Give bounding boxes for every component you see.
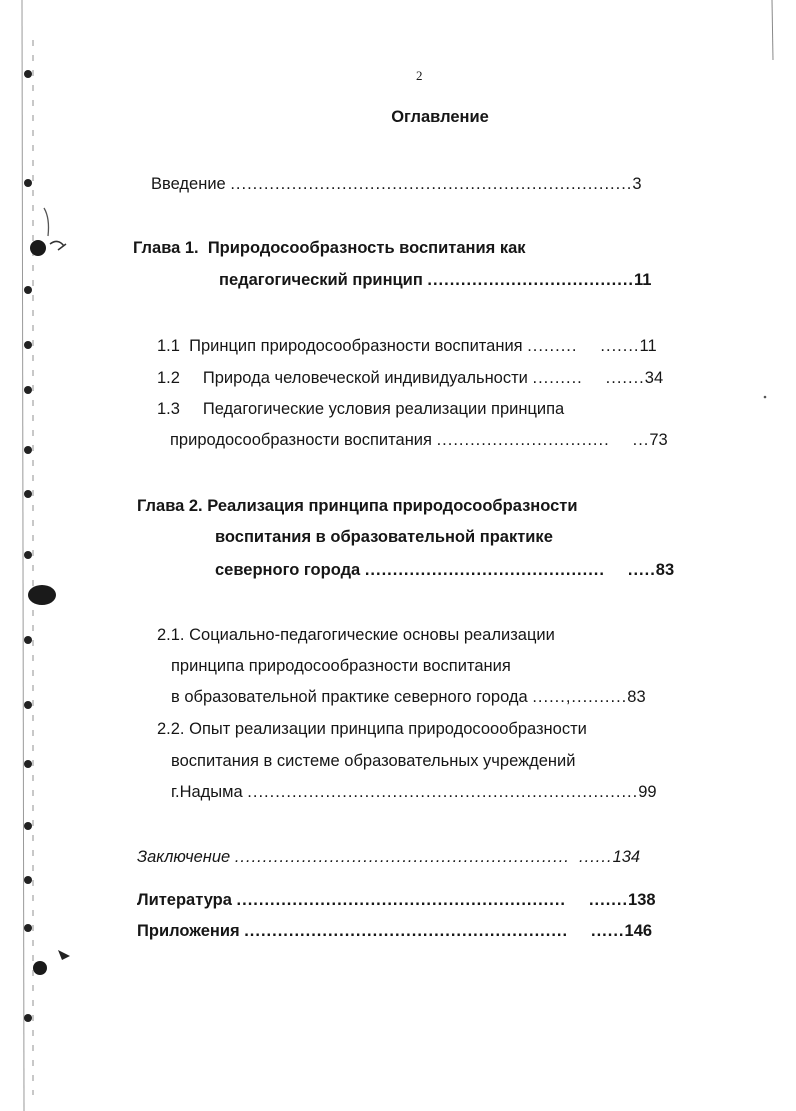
leader-dots: .......................................................... <box>244 922 569 940</box>
ink-blot <box>28 585 56 605</box>
section-title-line3: в образовательной практике северного города <box>171 688 528 706</box>
leader-dots: ........................................................... <box>236 891 567 909</box>
toc-chapter-2-line3 <box>215 560 674 580</box>
section-title-line2: природосообразности воспитания <box>170 431 432 449</box>
punch-hole <box>24 446 32 454</box>
leader-dots: ......... <box>527 337 578 355</box>
punch-hole <box>24 551 32 559</box>
toc-chapter-2-line2 <box>215 527 553 547</box>
toc-section-2-2 <box>157 719 587 739</box>
leader-dots: ......,.......... <box>532 688 628 706</box>
entry-label: Заключение <box>137 848 231 866</box>
entry-page: 11 <box>639 337 657 355</box>
section-title-line1: Педагогические условия реализации принципа <box>202 400 565 418</box>
punch-hole <box>24 636 32 644</box>
punch-hole <box>24 70 32 78</box>
speck <box>764 396 767 399</box>
section-title-line1: Опыт реализации принципа природосоообразности <box>189 720 587 738</box>
leader-dots: ...... <box>579 848 613 866</box>
section-title-line2: воспитания в системе образовательных учреждений <box>171 752 576 770</box>
chapter-title-line1: Природосообразность воспитания как <box>207 239 526 257</box>
leader-dots: ........................................... <box>364 561 605 579</box>
leader-dots: ..................................... <box>427 271 635 289</box>
leader-dots: ............................... <box>436 431 610 449</box>
section-number: 2.1. <box>157 626 185 644</box>
entry-page: 146 <box>624 922 653 940</box>
toc-entry-appendix <box>137 921 652 941</box>
scribble-mark <box>58 950 70 960</box>
entry-page: 3 <box>632 175 642 193</box>
section-title-line1: Социально-педагогические основы реализации <box>189 626 555 644</box>
punch-hole <box>24 822 32 830</box>
toc-section-1-1 <box>157 336 657 356</box>
toc-entry-conclusion <box>137 847 640 867</box>
leader-dots: ....... <box>600 337 640 355</box>
entry-label: Введение <box>151 175 226 193</box>
entry-page: 134 <box>612 848 641 866</box>
entry-label: Приложения <box>137 922 240 940</box>
section-label: Принцип природосообразности воспитания <box>189 337 523 355</box>
edge-mark-right <box>772 0 773 60</box>
entry-label: Литература <box>137 891 232 909</box>
toc-chapter-2-heading <box>137 496 578 516</box>
leader-dots: ... <box>632 431 650 449</box>
punch-hole <box>24 876 32 884</box>
entry-page: 34 <box>644 369 664 387</box>
page-number: 2 <box>416 68 423 83</box>
section-number: 1.3 <box>157 400 180 418</box>
leader-dots: ...... <box>591 922 625 940</box>
entry-page: 99 <box>638 783 657 801</box>
toc-section-2-2-line3 <box>171 782 657 802</box>
scribble-mark <box>44 208 49 236</box>
toc-chapter-1-line2 <box>219 270 651 290</box>
punch-hole <box>24 760 32 768</box>
leader-dots: ....... <box>605 369 645 387</box>
chapter-title-line1: Реализация принципа природосообразности <box>207 497 578 515</box>
toc-entry-intro <box>151 174 642 194</box>
leader-dots: ..... <box>627 561 656 579</box>
punch-hole <box>24 701 32 709</box>
toc-section-2-1-line2 <box>171 656 511 676</box>
chapter-number: Глава 2. <box>137 497 203 515</box>
section-number: 1.1 <box>157 337 180 355</box>
punch-hole <box>24 924 32 932</box>
toc-section-1-2 <box>157 368 663 388</box>
leader-dots: ............................................................ <box>234 848 570 866</box>
section-number: 2.2. <box>157 720 185 738</box>
leader-dots: ......... <box>532 369 583 387</box>
toc-section-2-1-line3 <box>171 687 646 707</box>
entry-page: 83 <box>655 561 675 579</box>
entry-page: 138 <box>628 891 656 909</box>
punch-hole <box>24 286 32 294</box>
entry-page: 73 <box>649 431 668 449</box>
entry-page: 11 <box>634 271 652 289</box>
chapter-number: Глава 1. <box>133 239 199 257</box>
binding-edge-line <box>22 0 24 1111</box>
punch-hole <box>33 961 47 975</box>
toc-title: Оглавление <box>391 108 489 126</box>
punch-hole <box>24 179 32 187</box>
punch-hole <box>24 490 32 498</box>
toc-section-1-3-line2 <box>170 430 668 450</box>
chapter-title-line3: северного города <box>215 561 361 579</box>
punch-hole <box>24 386 32 394</box>
leader-dots: ........................................................................ <box>230 175 633 193</box>
section-number: 1.2 <box>157 369 180 387</box>
section-title-line2: принципа природосообразности воспитания <box>171 657 511 675</box>
toc-chapter-1-heading <box>133 238 526 258</box>
scribble-mark <box>50 241 66 250</box>
leader-dots: ...................................................................... <box>247 783 639 801</box>
section-title-line3: г.Надыма <box>171 783 243 801</box>
toc-section-1-3 <box>157 399 564 419</box>
chapter-title-line2: воспитания в образовательной практике <box>215 528 553 546</box>
punch-hole <box>24 1014 32 1022</box>
punch-hole <box>30 240 46 256</box>
chapter-title-line2: педагогический принцип <box>219 271 423 289</box>
toc-entry-literature <box>137 890 656 910</box>
toc-section-2-2-line2 <box>171 751 575 771</box>
punch-hole <box>24 341 32 349</box>
leader-dots: ....... <box>588 891 629 909</box>
entry-page: 83 <box>627 688 646 706</box>
section-label: Природа человеческой индивидуальности <box>202 369 528 387</box>
toc-section-2-1 <box>157 625 555 645</box>
